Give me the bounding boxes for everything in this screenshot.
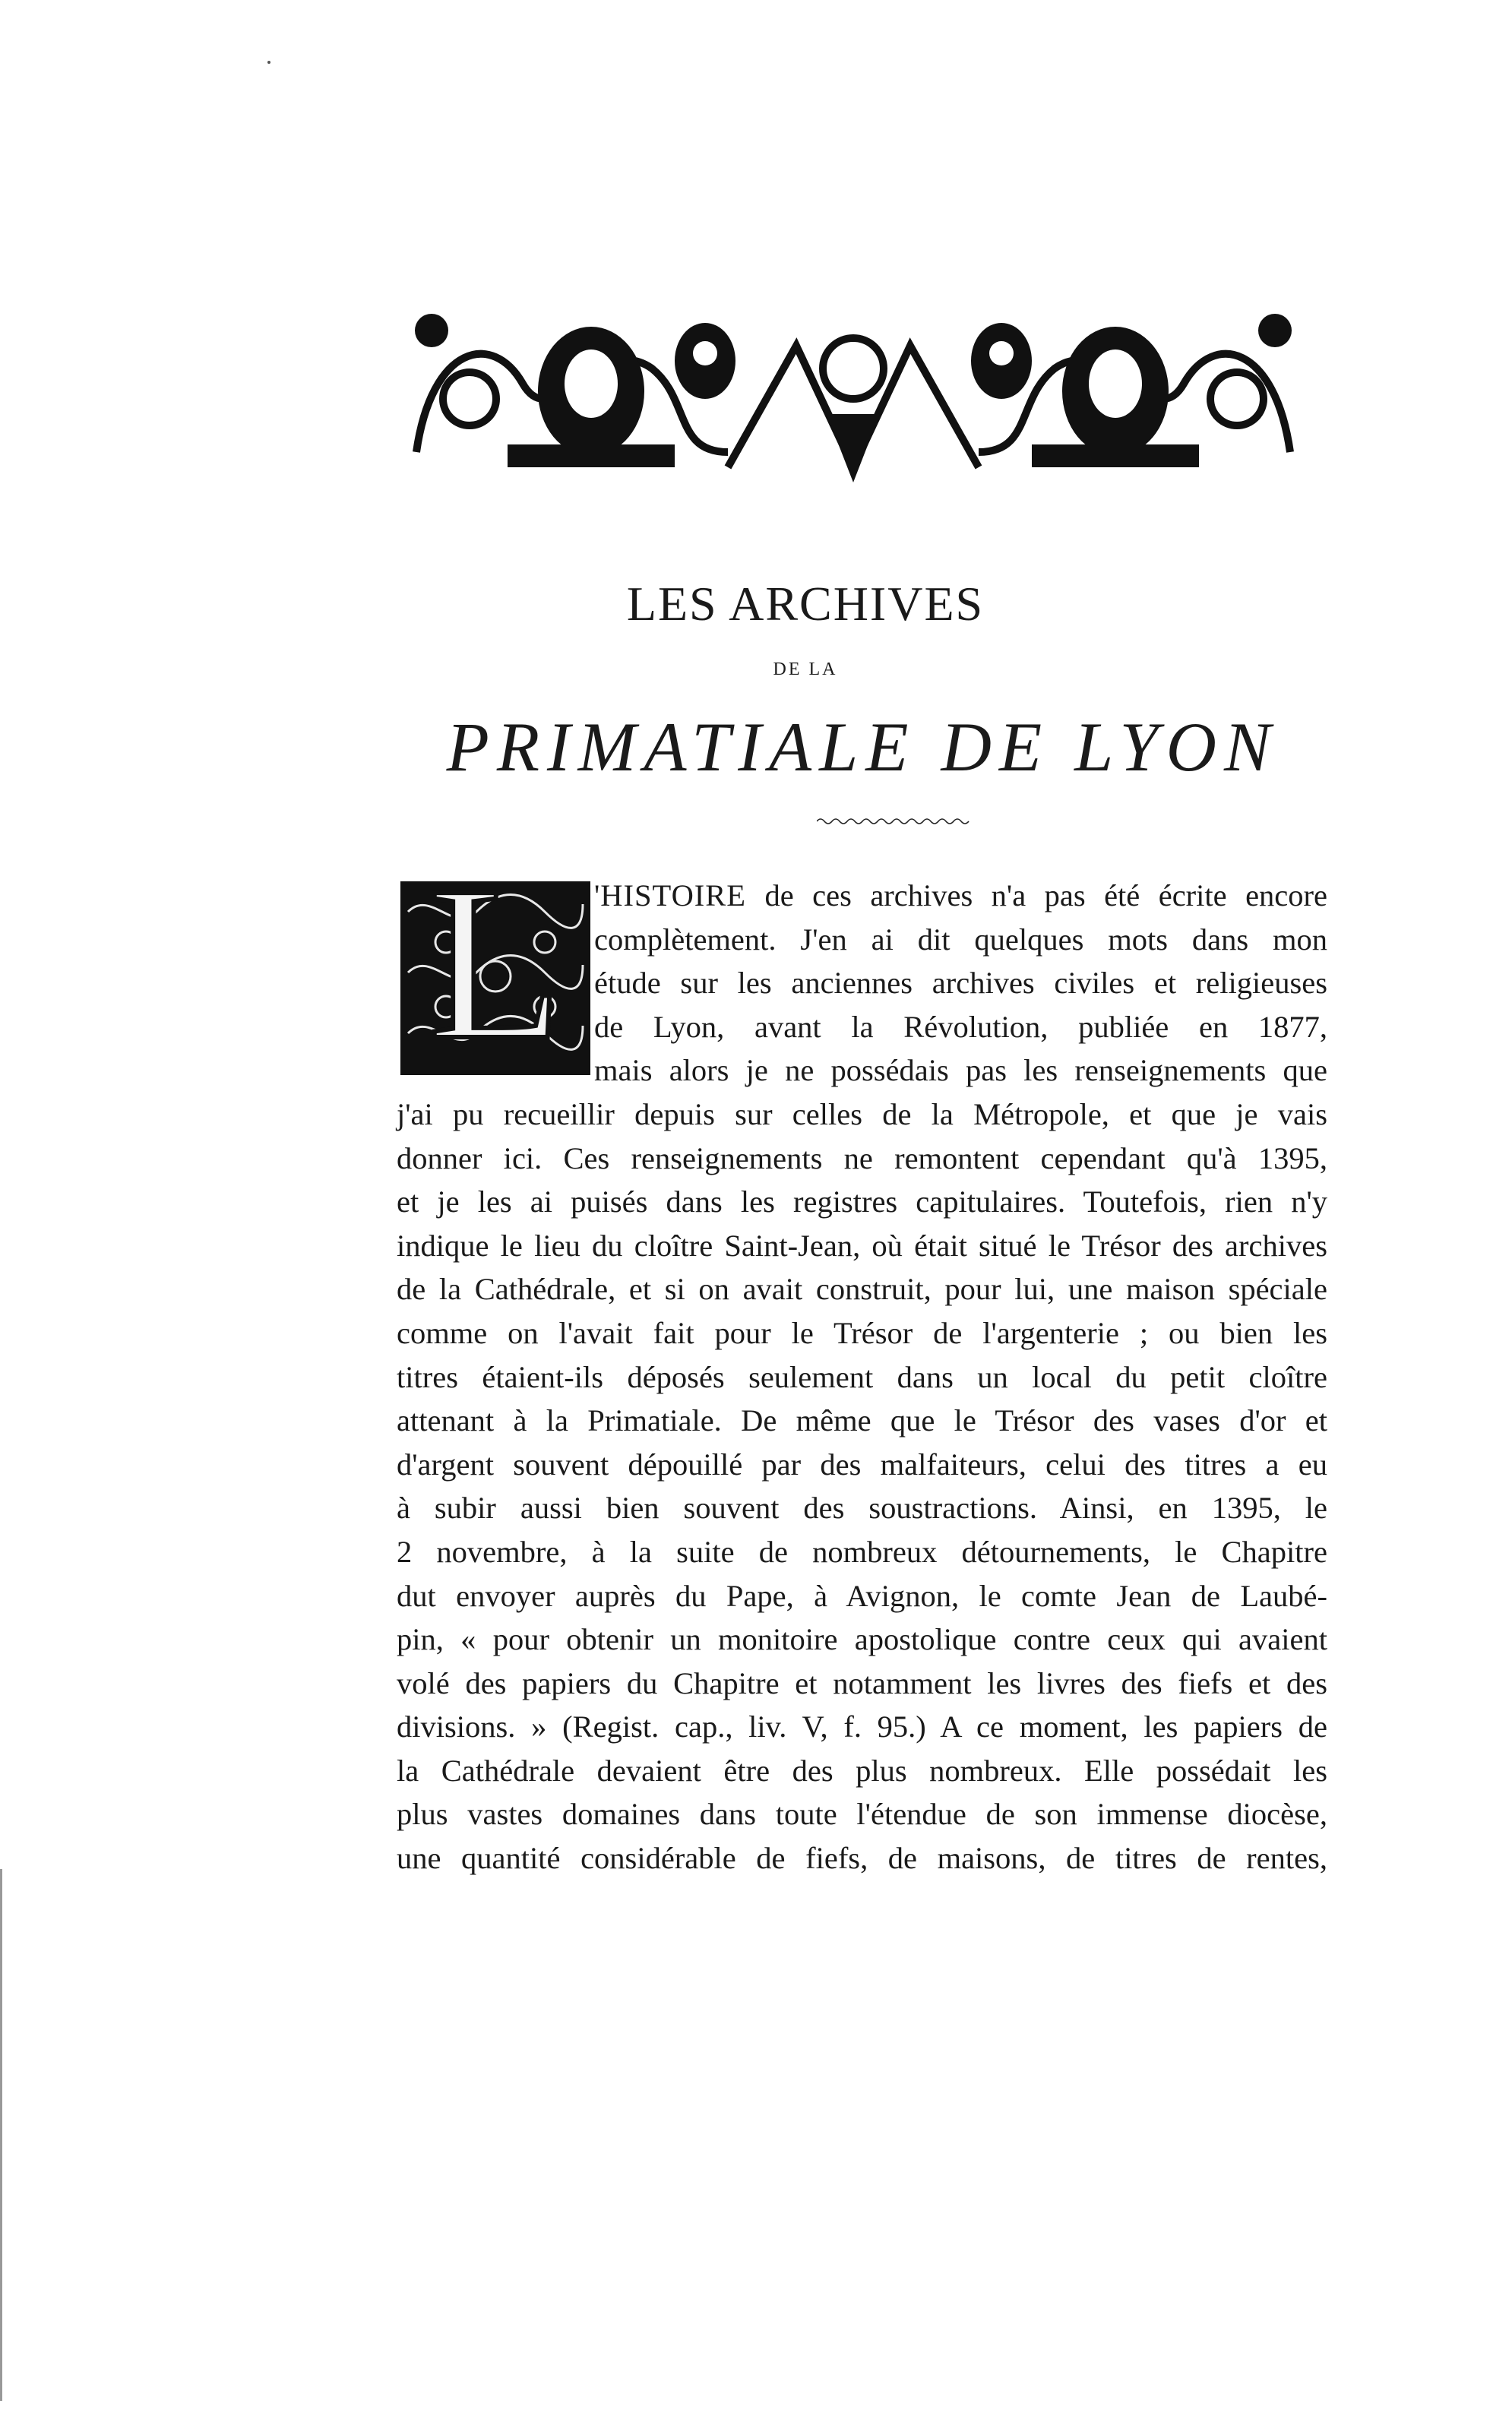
text-line: donner ici. Ces renseignements ne remontent cependant qu'à 1395,	[397, 1140, 1327, 1175]
text-line: de la Cathédrale, et si on avait construit, pour lui, une maison spéciale	[397, 1272, 1327, 1307]
text-line	[397, 874, 1327, 918]
text-line: à subir aussi bien souvent des soustractions. Ainsi, en 1395, le	[397, 1491, 1327, 1526]
scan-speck	[267, 61, 270, 64]
wavy-rule-icon	[817, 817, 973, 826]
text-line: une quantité considérable de fiefs, de maisons, de titres de rentes,	[397, 1841, 1327, 1876]
text-line: volé des papiers du Chapitre et notamment les livres des fiefs et des	[397, 1665, 1327, 1700]
text-line: complètement. J'en ai dit quelques mots dans mon	[594, 922, 1327, 957]
text-line: plus vastes domaines dans toute l'étendue de son immense diocèse,	[397, 1797, 1327, 1832]
title-main: LES ARCHIVES	[626, 577, 985, 631]
text-line-content: de ces archives n'a pas été écrite encore	[746, 878, 1327, 912]
text-line: indique le lieu du cloître Saint-Jean, où était situé le Trésor des archives	[397, 1228, 1327, 1263]
ornamental-header-band	[401, 300, 1305, 482]
title-italic: PRIMATIALE DE LYON	[446, 708, 1279, 786]
smallcaps-lead: 'HISTOIRE	[594, 878, 747, 912]
engraved-ornament-icon	[401, 300, 1305, 482]
text-line: comme on l'avait fait pour le Trésor de l'argenterie ; ou bien les	[397, 1315, 1327, 1350]
text-line: de Lyon, avant la Révolution, publiée en 1877,	[594, 1009, 1327, 1044]
text-line: dut envoyer auprès du Pape, à Avignon, le comte Jean de Laubé-	[397, 1578, 1327, 1613]
text-line: la Cathédrale devaient être des plus nombreux. Elle possédait les	[397, 1753, 1327, 1788]
scan-speck	[0, 1869, 2, 2401]
text-line: et je les ai puisés dans les registres capitulaires. Toutefois, rien n'y	[397, 1184, 1327, 1219]
text-line: pin, « pour obtenir un monitoire apostolique contre ceux qui avaient	[397, 1622, 1327, 1657]
text-line: divisions. » (Regist. cap., liv. V, f. 95.) A ce moment, les papiers de	[397, 1709, 1327, 1744]
drop-cap-letter: L	[428, 841, 563, 1085]
text-line: attenant à la Primatiale. De même que le Trésor des vases d'or et	[397, 1403, 1327, 1438]
text-line: j'ai pu recueillir depuis sur celles de la Métropole, et que je vais	[397, 1096, 1327, 1131]
text-line: étude sur les anciennes archives civiles et religieuses	[594, 966, 1327, 1001]
title-sub: DE LA	[773, 659, 838, 679]
text-line: d'argent souvent dépouillé par des malfaiteurs, celui des titres a eu	[397, 1447, 1327, 1482]
text-line: mais alors je ne possédais pas les renseignements que	[594, 1053, 1327, 1088]
text-line: 2 novembre, à la suite de nombreux détournements, le Chapitre	[397, 1534, 1327, 1569]
text-line: titres étaient-ils déposés seulement dans un local du petit cloître	[397, 1359, 1327, 1394]
body-text	[397, 874, 1327, 1880]
